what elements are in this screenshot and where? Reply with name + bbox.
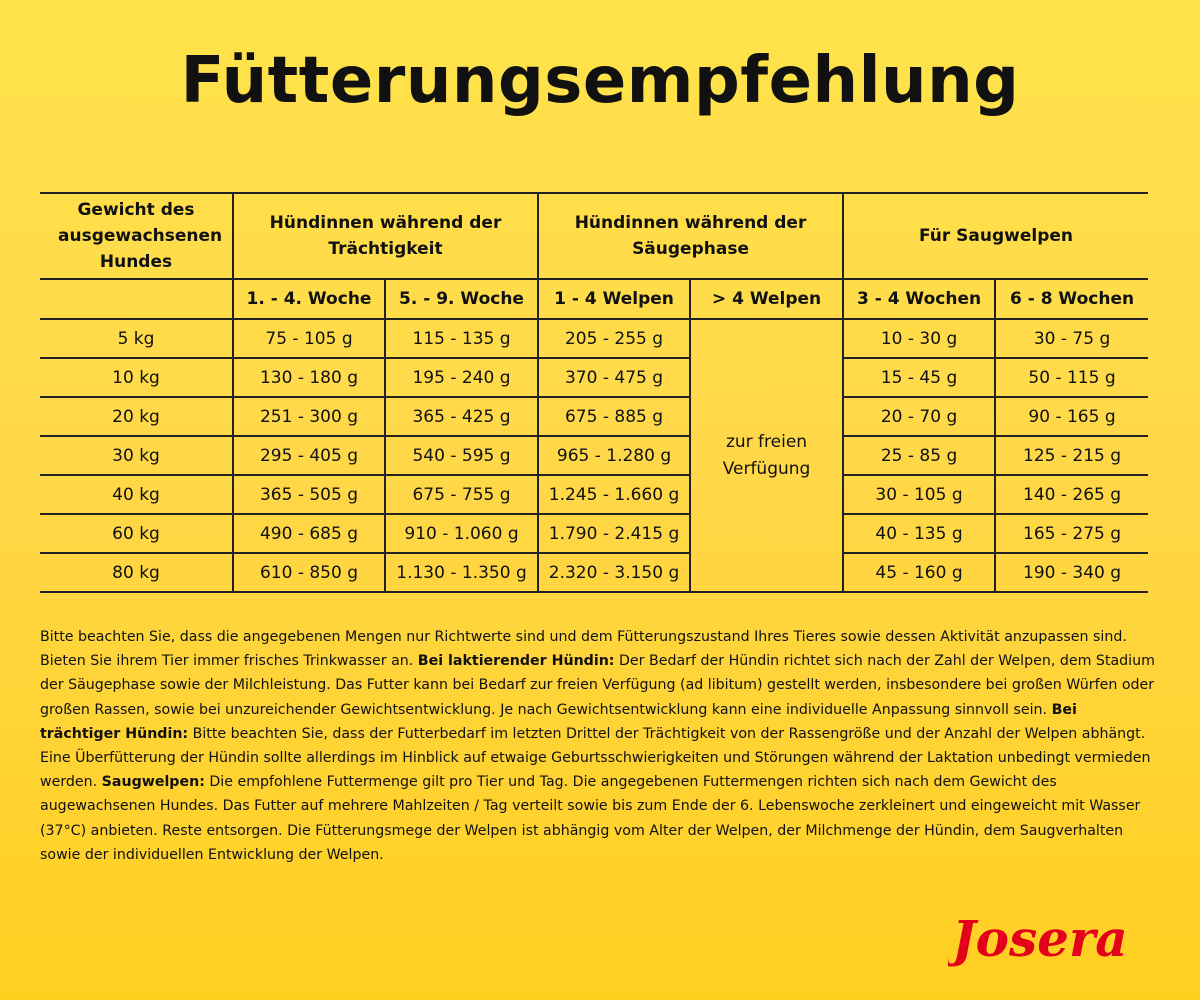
cell-puppies-3-4: 10 - 30 g [843, 319, 995, 358]
table-row [40, 553, 1148, 592]
cell-puppies-6-8: 140 - 265 g [995, 475, 1148, 514]
cell-weight: 20 kg [40, 397, 233, 436]
table-row [40, 475, 1148, 514]
cell-nursing-1-4: 370 - 475 g [538, 358, 690, 397]
cell-pregnancy-early: 295 - 405 g [233, 436, 385, 475]
cell-puppies-6-8: 30 - 75 g [995, 319, 1148, 358]
notes-heading-pregnant: Bei trächtiger Hündin: [40, 701, 1077, 742]
sub-header-6-8-weeks: 6 - 8 Wochen [995, 279, 1148, 319]
table-row [40, 397, 1148, 436]
table-sub-header-row [40, 279, 1148, 319]
table-row [40, 514, 1148, 553]
cell-nursing-1-4: 1.245 - 1.660 g [538, 475, 690, 514]
sub-header-3-4-weeks: 3 - 4 Wochen [843, 279, 995, 319]
cell-weight: 10 kg [40, 358, 233, 397]
cell-pregnancy-early: 365 - 505 g [233, 475, 385, 514]
notes-puppies: Die empfohlene Futtermenge gilt pro Tier und Tag. Die angegebenen Futtermengen richten sich nach dem Gewicht des augewachsenen Hundes. Das Futter auf mehrere Mahlzeiten / Tag verteilt sowie bis zum Ende der 6. Lebenswoche zerkleinert und eingeweicht mit Wasser (37°C) anbieten. Reste entsorgen. Die Fütterungsmege der Welpen ist abhängig vom Alter der Welpen, der Milchmenge der Hündin, dem Saugverhalten sowie der individuellen Entwicklung der Welpen. [40, 774, 1141, 863]
cell-pregnancy-late: 675 - 755 g [385, 475, 538, 514]
cell-puppies-3-4: 30 - 105 g [843, 475, 995, 514]
cell-puppies-6-8: 50 - 115 g [995, 358, 1148, 397]
sub-header-week-5-9: 5. - 9. Woche [385, 279, 538, 319]
cell-pregnancy-early: 610 - 850 g [233, 553, 385, 592]
cell-puppies-3-4: 40 - 135 g [843, 514, 995, 553]
page-title: Fütterungsempfehlung [180, 44, 1020, 118]
notes-heading-puppies: Saugwelpen: [101, 774, 205, 791]
cell-puppies-3-4: 45 - 160 g [843, 553, 995, 592]
logo-text: Josera [952, 909, 1128, 968]
cell-weight: 40 kg [40, 475, 233, 514]
notes-lactating: Der Bedarf der Hündin richtet sich nach der Zahl der Welpen, dem Stadium der Säugephase sowie der Milchleistung. Das Futter kann bei Bedarf zur freien Verfügung (ad libitum) gestellt werden, insbesondere bei großen Würfen oder großen Rassen, sowie bei unzureichender Gewichtsentwicklung. Je nach Gewichtsentwicklung kann eine individuelle Anpassung sinnvoll sein. [40, 653, 1155, 718]
header-pregnancy: Hündinnen während der Trächtigkeit [233, 193, 538, 279]
cell-puppies-6-8: 90 - 165 g [995, 397, 1148, 436]
sub-header-week-1-4: 1. - 4. Woche [233, 279, 385, 319]
cell-puppies-6-8: 165 - 275 g [995, 514, 1148, 553]
header-nursing: Hündinnen während der Säugephase [538, 193, 843, 279]
cell-puppies-3-4: 20 - 70 g [843, 397, 995, 436]
free-access-text: zur freien Verfügung [722, 431, 811, 479]
cell-pregnancy-early: 490 - 685 g [233, 514, 385, 553]
cell-pregnancy-early: 130 - 180 g [233, 358, 385, 397]
cell-free-access [690, 319, 843, 592]
cell-nursing-1-4: 2.320 - 3.150 g [538, 553, 690, 592]
sub-header-more-4-puppies: > 4 Welpen [690, 279, 843, 319]
cell-pregnancy-late: 1.130 - 1.350 g [385, 553, 538, 592]
cell-weight: 30 kg [40, 436, 233, 475]
cell-nursing-1-4: 205 - 255 g [538, 319, 690, 358]
sub-header-empty [40, 279, 233, 319]
cell-pregnancy-late: 910 - 1.060 g [385, 514, 538, 553]
cell-weight: 5 kg [40, 319, 233, 358]
cell-pregnancy-late: 115 - 135 g [385, 319, 538, 358]
cell-pregnancy-early: 251 - 300 g [233, 397, 385, 436]
cell-pregnancy-late: 195 - 240 g [385, 358, 538, 397]
cell-weight: 80 kg [40, 553, 233, 592]
table-row [40, 319, 1148, 358]
table-group-header-row [40, 193, 1148, 279]
cell-puppies-6-8: 125 - 215 g [995, 436, 1148, 475]
cell-nursing-1-4: 675 - 885 g [538, 397, 690, 436]
notes-heading-lactating: Bei laktierender Hündin: [417, 653, 615, 670]
cell-puppies-3-4: 15 - 45 g [843, 358, 995, 397]
notes-general: Bitte beachten Sie, dass die angegebenen Mengen nur Richtwerte sind und dem Fütterungszustand Ihres Tieres sowie dessen Aktivität anzupassen sind. Bieten Sie ihrem Tier immer frisches Trinkwasser an. [40, 629, 1127, 670]
feeding-table [40, 192, 1148, 593]
cell-pregnancy-late: 365 - 425 g [385, 397, 538, 436]
table-row [40, 436, 1148, 475]
table-row [40, 358, 1148, 397]
cell-weight: 60 kg [40, 514, 233, 553]
header-puppies: Für Saugwelpen [843, 193, 1148, 279]
sub-header-1-4-puppies: 1 - 4 Welpen [538, 279, 690, 319]
cell-puppies-6-8: 190 - 340 g [995, 553, 1148, 592]
feeding-notes [40, 625, 1160, 867]
cell-pregnancy-late: 540 - 595 g [385, 436, 538, 475]
cell-puppies-3-4: 25 - 85 g [843, 436, 995, 475]
cell-pregnancy-early: 75 - 105 g [233, 319, 385, 358]
notes-pregnant: Bitte beachten Sie, dass der Futterbedarf im letzten Drittel der Trächtigkeit von der Rassengröße und der Anzahl der Welpen abhängt. Eine Überfütterung der Hündin sollte allerdings im Hinblick auf etwaige Geburtsschwierigkeiten und Störungen während der Laktation unbedingt vermieden werden. [40, 725, 1151, 791]
header-weight: Gewicht des ausgewachsenen Hundes [40, 193, 233, 279]
cell-nursing-1-4: 1.790 - 2.415 g [538, 514, 690, 553]
josera-logo [948, 906, 1168, 972]
cell-nursing-1-4: 965 - 1.280 g [538, 436, 690, 475]
